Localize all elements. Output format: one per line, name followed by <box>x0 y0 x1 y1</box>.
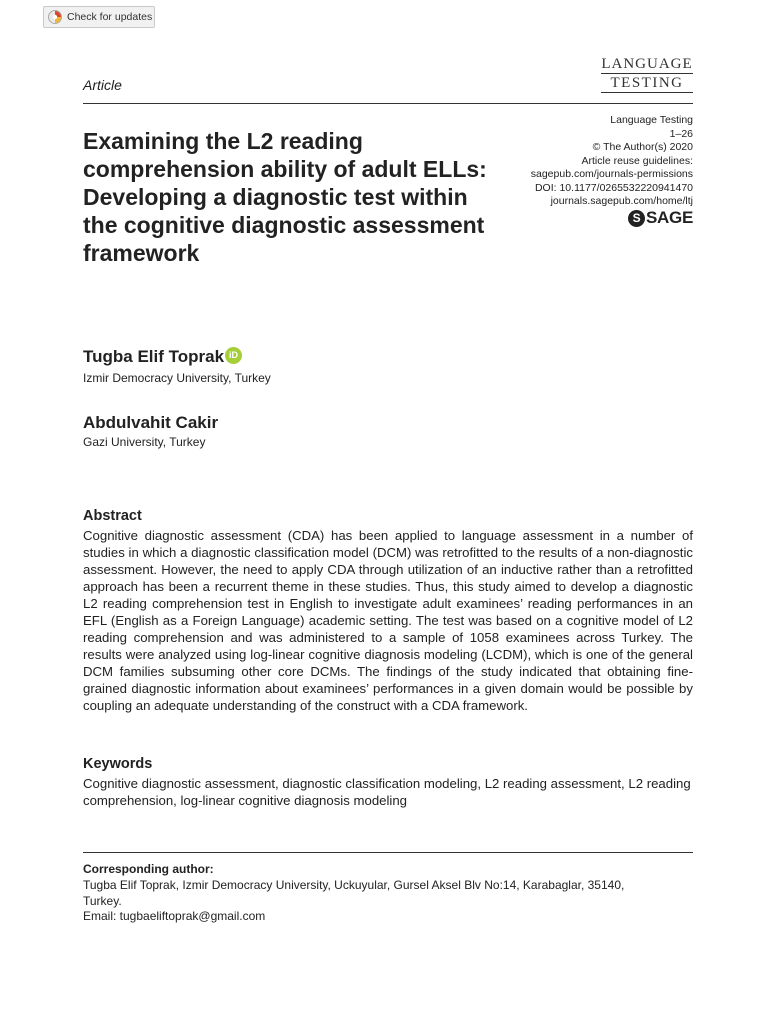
author-name-1-text: Tugba Elif Toprak <box>83 347 225 366</box>
meta-home-link[interactable]: journals.sagepub.com/home/ltj <box>550 195 693 207</box>
article-meta <box>493 114 693 209</box>
journal-logo-line2: TESTING <box>610 75 684 91</box>
corresponding-author-heading: Corresponding author: <box>83 862 214 876</box>
journal-logo-line1: LANGUAGE <box>601 56 693 72</box>
footnote-divider <box>83 852 693 853</box>
corresponding-email[interactable]: Email: tugbaeliftoprak@gmail.com <box>83 909 266 923</box>
keywords-text: Cognitive diagnostic assessment, diagnostic classification modeling, L2 reading assessment, L2 reading comprehension, log-linear cognitive diagnosis modeling <box>83 776 691 808</box>
author-affiliation-2: Gazi University, Turkey <box>83 435 206 449</box>
meta-doi[interactable]: DOI: 10.1177/0265532220941470 <box>534 181 693 194</box>
meta-copyright: © The Author(s) 2020 <box>592 141 693 153</box>
author-name-2: Abdulvahit Cakir <box>83 413 219 432</box>
author-affiliation-1: Izmir Democracy University, Turkey <box>83 371 271 385</box>
orcid-icon[interactable]: iD <box>225 347 242 364</box>
meta-reuse-link[interactable]: sagepub.com/journals-permissions <box>530 168 693 180</box>
corresponding-address-line2: Turkey. <box>83 893 122 908</box>
article-type-label: Article <box>83 77 122 93</box>
journal-logo <box>601 56 693 94</box>
sage-s-icon: S <box>628 210 645 227</box>
header-divider <box>83 103 693 104</box>
journal-logo-rule <box>601 73 693 74</box>
author-name-1 <box>83 347 242 367</box>
crossmark-icon <box>48 10 62 24</box>
meta-journal: Language Testing <box>610 114 693 126</box>
corresponding-author-details <box>83 878 693 925</box>
abstract-text: Cognitive diagnostic assessment (CDA) has been applied to language assessment in a number of studies in which a diagnostic classification model (DCM) was retrofitted to the results of a non-diagnostic assessment. However, the need to apply CDA through utilization of an inductive rather than a retrofitted approach has been a recurrent theme in these studies. Thus, this study aimed to develop a diagnostic L2 reading comprehension test in English to investigate adult examinees’ reading performances in an EFL (English as a Foreign Language) academic setting. The test was based on a cognitive model of L2 reading comprehension and was administered to a sample of 1058 examinees across Turkey. The results were analyzed using log-linear cognitive diagnosis modeling (LCDM), which is one of the general DCM families subsuming other core DCMs. The findings of the study indicated that obtaining fine-grained diagnostic information about examinees’ performances in a given domain would be possible by coupling an adequate understanding of the construct with a CDA framework. <box>83 528 693 713</box>
corresponding-address-line1: Tugba Elif Toprak, Izmir Democracy University, Uckuyular, Gursel Aksel Blv No:14, Karabaglar, 35140, <box>83 878 625 892</box>
sage-logo <box>628 208 693 228</box>
abstract-heading: Abstract <box>83 508 142 524</box>
article-title: Examining the L2 reading comprehension ability of adult ELLs: Developing a diagnostic test within the cognitive diagnostic assessment framework <box>83 128 487 266</box>
check-for-updates-button[interactable] <box>43 6 155 28</box>
journal-logo-rule-bottom <box>601 92 693 93</box>
check-for-updates-label: Check for updates <box>67 11 153 23</box>
meta-reuse-label: Article reuse guidelines: <box>581 154 693 167</box>
keywords-heading: Keywords <box>83 756 153 772</box>
sage-logo-text: SAGE <box>646 208 693 227</box>
meta-pages: 1–26 <box>669 127 693 140</box>
